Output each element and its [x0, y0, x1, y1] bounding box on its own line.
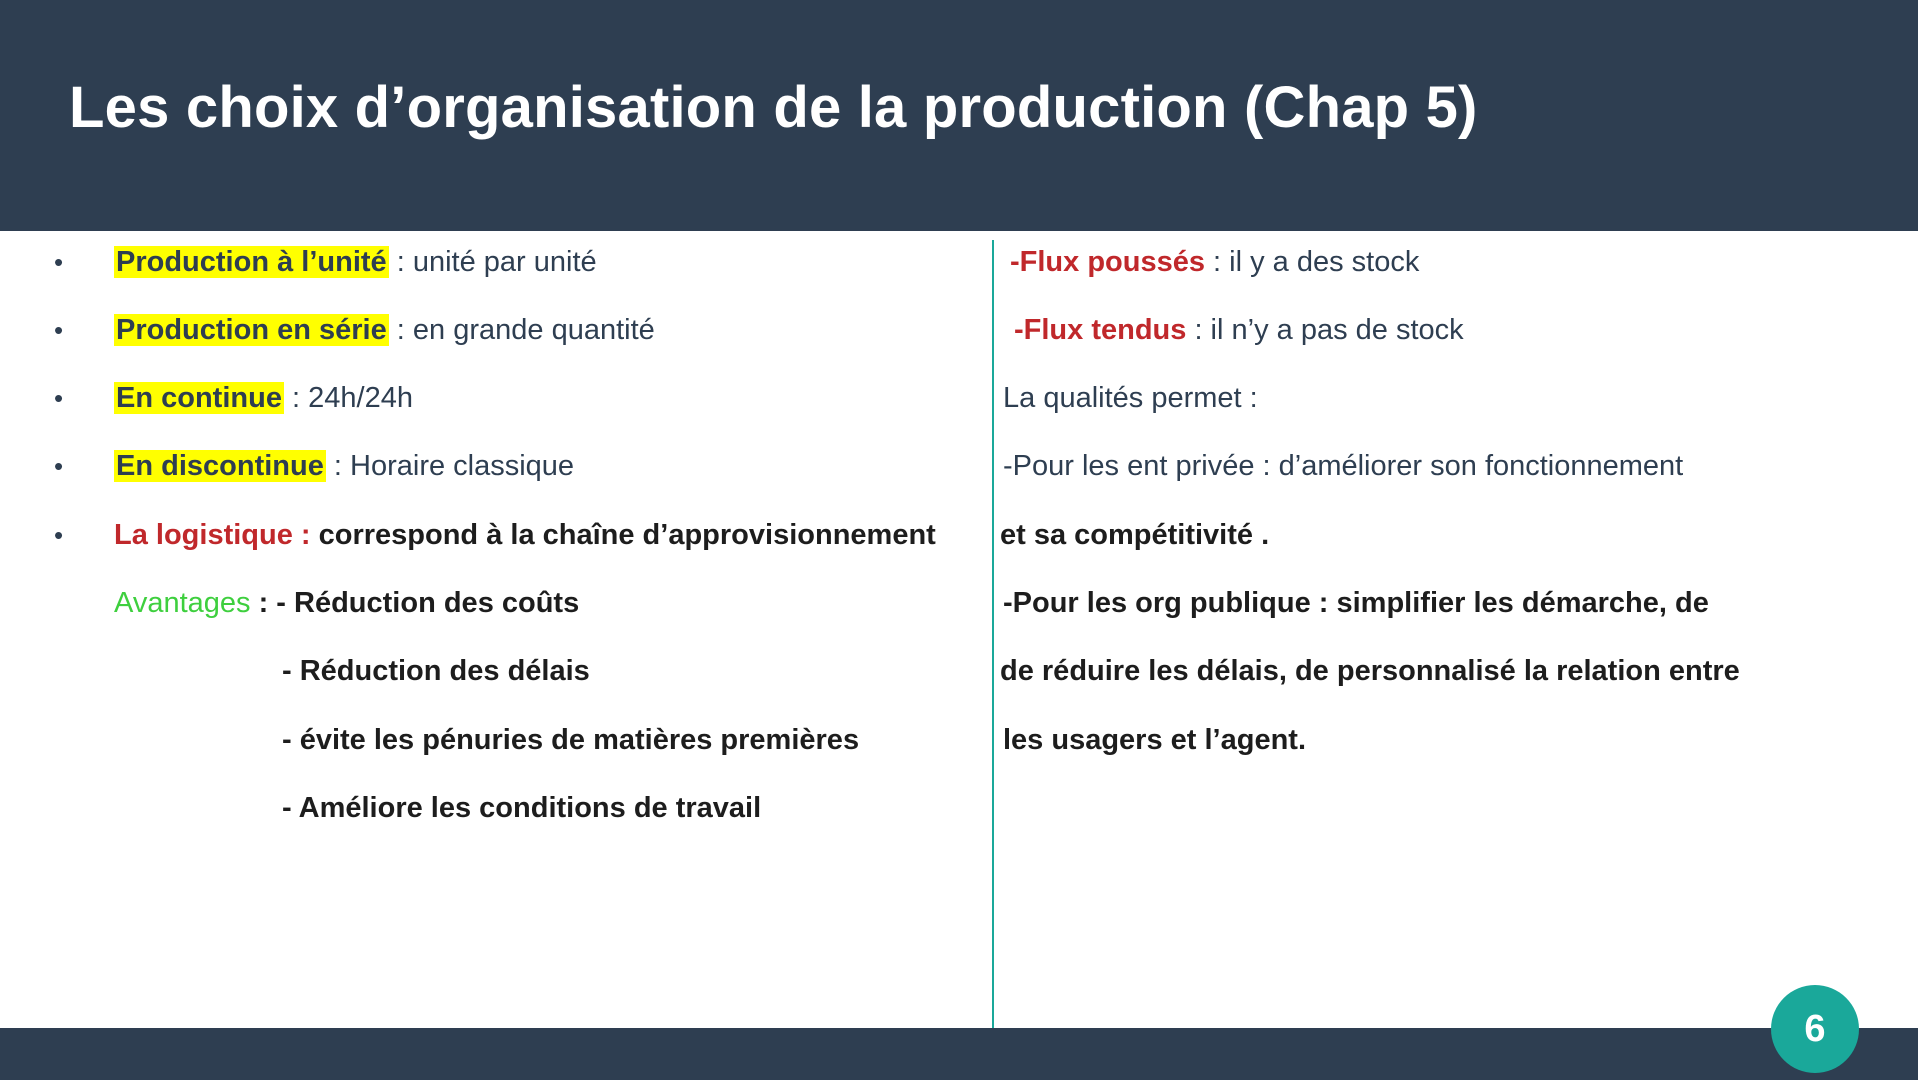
flux-term: -Flux tendus: [1014, 314, 1187, 346]
term-description: : unité par unité: [388, 246, 597, 278]
logistics-term: La logistique :: [114, 519, 311, 551]
flux-item: [1010, 240, 1419, 284]
bullet-icon: •: [54, 520, 64, 550]
list-item: [114, 240, 597, 284]
list-item: [114, 308, 655, 352]
advantage-item: - évite les pénuries de matières premières: [282, 724, 860, 756]
flux-term: -Flux poussés: [1010, 246, 1205, 278]
advantage-item: - Réduction des délais: [282, 655, 590, 687]
term-highlight: Production à l’unité: [116, 246, 387, 278]
bullet-icon: •: [54, 451, 64, 481]
quality-line: -Pour les org publique : simplifier les démarche, de: [1003, 587, 1709, 619]
advantage-item: : - Réduction des coûts: [250, 587, 580, 619]
term-highlight: Production en série: [116, 314, 387, 346]
list-item: [114, 513, 936, 557]
list-item: [114, 444, 574, 488]
quality-line: -Pour les ent privée : d’améliorer son fonctionnement: [1003, 450, 1684, 482]
bullet-icon: •: [54, 247, 64, 277]
term-highlight: En discontinue: [116, 450, 324, 482]
slide-header: [0, 0, 1918, 231]
term-description: : en grande quantité: [388, 314, 655, 346]
term-highlight: En continue: [116, 382, 282, 414]
bullet-icon: •: [54, 315, 64, 345]
bullet-icon: •: [54, 383, 64, 413]
quality-line: et sa compétitivité .: [1000, 519, 1270, 551]
column-divider: [992, 240, 994, 1028]
slide-title: Les choix d’organisation de la production (Chap 5): [69, 75, 1478, 140]
advantage-item: - Améliore les conditions de travail: [282, 792, 762, 824]
quality-heading: La qualités permet :: [1003, 382, 1258, 414]
advantages-line: [114, 581, 579, 625]
slide-footer: [0, 1028, 1918, 1080]
advantages-label: Avantages: [114, 587, 251, 619]
quality-line: de réduire les délais, de personnalisé la relation entre: [1000, 655, 1740, 687]
term-description: : 24h/24h: [283, 382, 413, 414]
logistics-description: correspond à la chaîne d’approvisionnement: [310, 519, 936, 551]
page-number-badge: 6: [1771, 985, 1859, 1073]
quality-line: les usagers et l’agent.: [1003, 724, 1307, 756]
flux-item: [1014, 308, 1464, 352]
flux-description: : il y a des stock: [1205, 246, 1420, 278]
list-item: [114, 376, 413, 420]
term-description: : Horaire classique: [325, 450, 575, 482]
flux-description: : il n’y a pas de stock: [1186, 314, 1464, 346]
